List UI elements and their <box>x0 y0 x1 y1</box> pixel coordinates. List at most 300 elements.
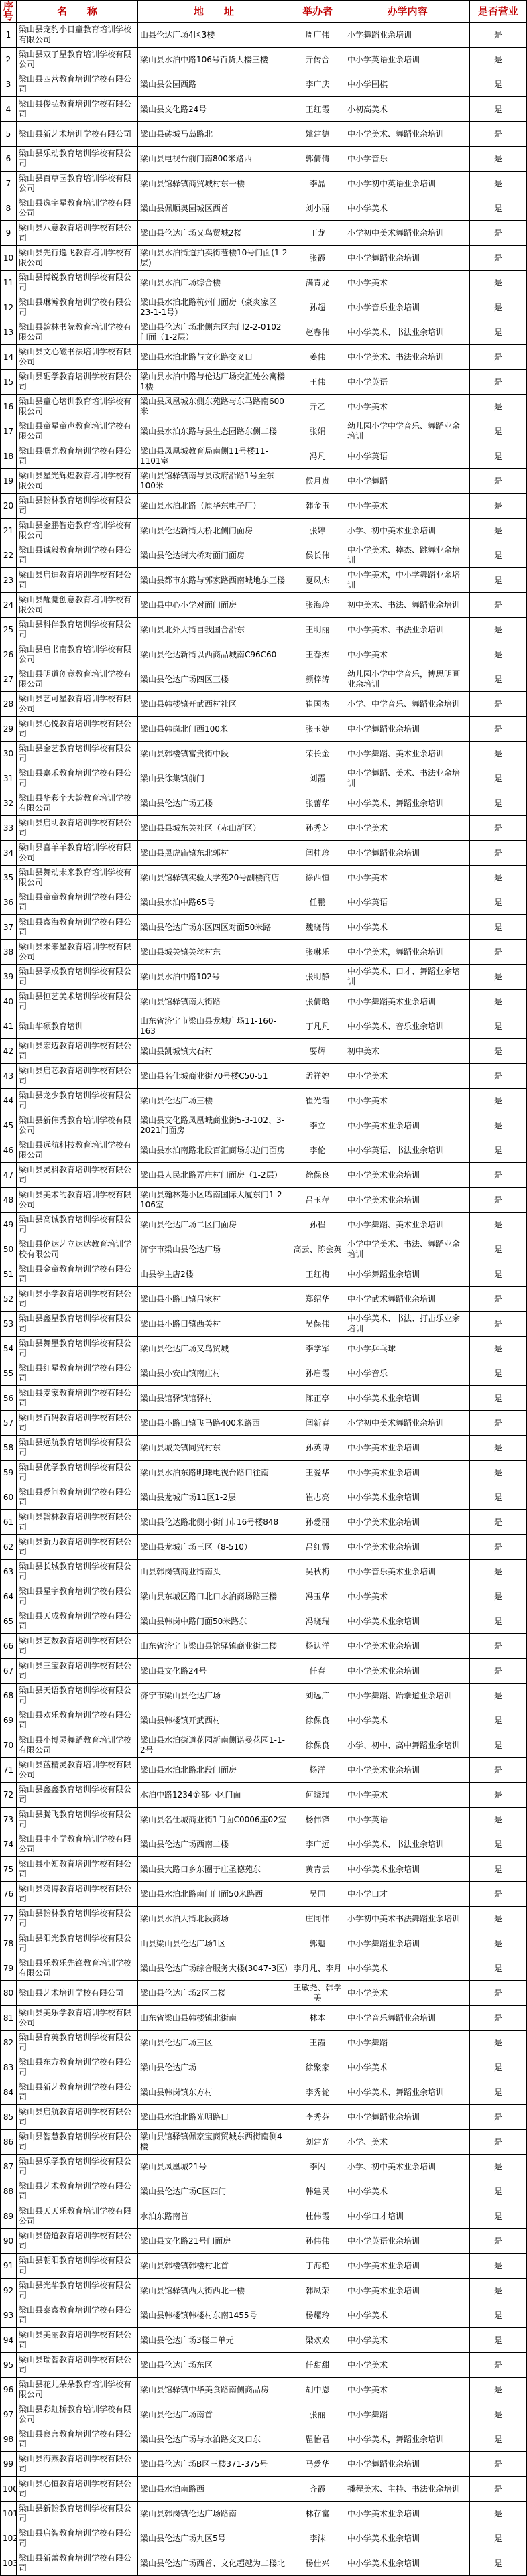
organizer-name: 杨仕兴 <box>290 2551 345 2576</box>
organizer-name: 吴保伟 <box>290 1312 345 1337</box>
course-content: 中小学舞蹈、美术、书法业余培训 <box>345 766 470 791</box>
table-row <box>1 1956 527 1981</box>
course-content: 中小学舞蹈、美术业余培训 <box>345 742 470 766</box>
operating-status: 是 <box>470 1609 527 1634</box>
course-content: 中小学美术业余培训 <box>345 1461 470 1485</box>
school-name: 梁山县科伴教育培训学校有限公司 <box>17 618 138 642</box>
course-content: 中小学美术 <box>345 271 470 295</box>
school-address: 梁山县伦达广场东区四区对面50米路 <box>138 915 290 940</box>
operating-status: 是 <box>470 1461 527 1485</box>
operating-status: 是 <box>470 2526 527 2551</box>
course-content: 中小学美术业余培训 <box>345 1188 470 1213</box>
row-number: 63 <box>1 1560 17 1584</box>
row-number: 42 <box>1 1039 17 1064</box>
school-name: 梁山县八意教育培训学校有限公司 <box>17 221 138 246</box>
course-content: 中小学美术 <box>345 915 470 940</box>
organizer-name: 王红梅 <box>290 1262 345 1287</box>
organizer-name: 崔国杰 <box>290 692 345 717</box>
row-number: 95 <box>1 2353 17 2378</box>
operating-status: 是 <box>470 295 527 320</box>
row-number: 32 <box>1 791 17 816</box>
table-row <box>1 295 527 320</box>
organizer-name: 李学军 <box>290 1337 345 1361</box>
row-number: 16 <box>1 395 17 419</box>
row-number: 88 <box>1 2179 17 2204</box>
school-name: 梁山县美术的教育培训学校有限公司 <box>17 1188 138 1213</box>
organizer-name: 任鹏 <box>290 890 345 915</box>
table-row <box>1 2179 527 2204</box>
table-row <box>1 1857 527 1882</box>
school-address: 梁山县龙城广场三区（8-510） <box>138 1535 290 1560</box>
school-name: 梁山县金鹏智造教育培训学校有限公司 <box>17 519 138 543</box>
organizer-name: 杨洋 <box>290 1758 345 1783</box>
operating-status: 是 <box>470 2303 527 2328</box>
course-content: 中小学美术业余培训 <box>345 2551 470 2576</box>
table-row <box>1 742 527 766</box>
organizer-name: 李秀芬 <box>290 2105 345 2130</box>
operating-status: 是 <box>470 890 527 915</box>
school-address: 梁山县馆驿镇西大街西北一楼 <box>138 2279 290 2303</box>
school-name: 梁山县阳光教育培训学校有限公司 <box>17 1931 138 1956</box>
row-number: 74 <box>1 1832 17 1857</box>
table-row <box>1 2279 527 2303</box>
row-number: 27 <box>1 667 17 692</box>
course-content: 中小学美术 <box>345 1089 470 1113</box>
school-name: 梁山县星宇教育培训学校有限公司 <box>17 1584 138 1609</box>
school-name: 梁山县鸿博教育培训学校有限公司 <box>17 1882 138 1907</box>
school-name: 梁山县艺术培训学校有限公司 <box>17 1981 138 2006</box>
course-content: 中小学美术 <box>345 2353 470 2378</box>
course-content: 中小学美术 <box>345 1783 470 1808</box>
table-row <box>1 2477 527 2502</box>
table-row <box>1 940 527 965</box>
row-number: 68 <box>1 1684 17 1708</box>
organizer-name: 刘小丽 <box>290 196 345 221</box>
table-row <box>1 1783 527 1808</box>
organizer-name: 高云、陈会英 <box>290 1237 345 1262</box>
operating-status: 是 <box>470 72 527 97</box>
table-row <box>1 1361 527 1386</box>
table-row <box>1 1014 527 1039</box>
row-number: 66 <box>1 1634 17 1659</box>
row-number: 7 <box>1 172 17 196</box>
table-row <box>1 1733 527 1758</box>
course-content: 中小学美术、舞蹈业余培训 <box>345 122 470 147</box>
operating-status: 是 <box>470 1981 527 2006</box>
organizer-name: 瞿怡君 <box>290 2427 345 2452</box>
school-name: 梁山县天天乐教育培训学校有限公司 <box>17 2204 138 2229</box>
operating-status: 是 <box>470 866 527 890</box>
table-row <box>1 2031 527 2055</box>
organizer-name: 吕玉萍 <box>290 1188 345 1213</box>
table-row <box>1 1237 527 1262</box>
row-number: 13 <box>1 320 17 345</box>
organizer-name: 王敏尧、韩学美 <box>290 1981 345 2006</box>
row-number: 86 <box>1 2130 17 2155</box>
school-address: 山县韩岗镇商业街南头 <box>138 1560 290 1584</box>
course-content: 小学、初中美术业余培训 <box>345 519 470 543</box>
table-row <box>1 23 527 48</box>
operating-status: 是 <box>470 2254 527 2279</box>
school-name: 梁山县新蕾教育培训学校有限公司 <box>17 2551 138 2576</box>
course-content: 中小学舞蹈业余培训 <box>345 2452 470 2477</box>
school-address: 梁山县伦达广场三楼 <box>138 1089 290 1113</box>
operating-status: 是 <box>470 2155 527 2179</box>
school-name: 梁山县金童教育培训学校有限公司 <box>17 1262 138 1287</box>
organizer-name: 徐保良 <box>290 1163 345 1188</box>
table-row <box>1 1064 527 1089</box>
organizer-name: 郭倩倩 <box>290 147 345 172</box>
school-name: 梁山县艺可星教育培训学校有限公司 <box>17 692 138 717</box>
school-name: 梁山县长城教育培训学校有限公司 <box>17 1560 138 1584</box>
school-name: 梁山县光华教育培训学校有限公司 <box>17 2279 138 2303</box>
operating-status: 是 <box>470 1684 527 1708</box>
course-content: 中小学美术、音乐业余培训 <box>345 1014 470 1039</box>
school-name: 梁山县天语教育培训学校有限公司 <box>17 1684 138 1708</box>
table-row <box>1 2229 527 2254</box>
organizer-name: 任甜甜 <box>290 2353 345 2378</box>
table-row <box>1 196 527 221</box>
table-row <box>1 1808 527 1832</box>
school-name: 梁山县宏迈教育培训学校有限公司 <box>17 1039 138 1064</box>
table-row <box>1 2303 527 2328</box>
course-content: 中小学美术业余培训 <box>345 2279 470 2303</box>
organizer-name: 吴秋梅 <box>290 1560 345 1584</box>
organizer-name: 李广庆 <box>290 72 345 97</box>
school-address: 梁山县韩岗中路门面50米路东 <box>138 1609 290 1634</box>
organizer-name: 李闪 <box>290 2155 345 2179</box>
row-number: 50 <box>1 1237 17 1262</box>
school-name: 梁山县艺术教育培训学校有限公司 <box>17 2179 138 2204</box>
school-address: 梁山县伦达广场二区门面房 <box>138 1213 290 1237</box>
row-number: 94 <box>1 2328 17 2353</box>
course-content: 中小学美术、舞蹈业余培训 <box>345 2080 470 2105</box>
operating-status: 是 <box>470 2452 527 2477</box>
operating-status: 是 <box>470 940 527 965</box>
row-number: 8 <box>1 196 17 221</box>
row-number: 58 <box>1 1436 17 1461</box>
school-address: 梁山县小路口镇西关村 <box>138 1312 290 1337</box>
course-content: 中小学美术、书法业余培训 <box>345 320 470 345</box>
course-content: 播程美术、主持、书法业余培训 <box>345 2477 470 2502</box>
table-row <box>1 1907 527 1931</box>
school-name: 梁山县启书南教育培训学校有限公司 <box>17 642 138 667</box>
school-address: 梁山县人民北路弄庄村门面房（1-2层） <box>138 1163 290 1188</box>
row-number: 10 <box>1 246 17 271</box>
operating-status: 是 <box>470 1138 527 1163</box>
course-content: 中小学武术舞蹈业余培训 <box>345 1287 470 1312</box>
operating-status: 是 <box>470 1956 527 1981</box>
organizer-name: 徐保良 <box>290 1708 345 1733</box>
school-name: 梁山华硕教育培训 <box>17 1014 138 1039</box>
row-number: 101 <box>1 2502 17 2526</box>
operating-status: 是 <box>470 816 527 841</box>
school-name: 梁山县心恒教育培训学校有限公司 <box>17 2477 138 2502</box>
course-content: 中小学美术 <box>345 2055 470 2080</box>
school-address: 梁山县小路口镇飞马路400米路西 <box>138 1411 290 1436</box>
organizer-name: 丁凡凡 <box>290 1014 345 1039</box>
school-address: 梁山县城关镇关丝村东 <box>138 940 290 965</box>
course-content: 中小学舞蹈业余培训 <box>345 246 470 271</box>
organizer-name: 刘霞 <box>290 766 345 791</box>
table-row <box>1 1163 527 1188</box>
organizer-name: 孙秀芝 <box>290 816 345 841</box>
organizer-name: 郑绍华 <box>290 1287 345 1312</box>
course-content: 小学中学美术、书法、舞蹈业余培训 <box>345 1237 470 1262</box>
organizer-name: 张蕾华 <box>290 791 345 816</box>
course-content: 中小学音乐 <box>345 1361 470 1386</box>
operating-status: 是 <box>470 2130 527 2155</box>
organizer-name: 姜伟 <box>290 345 345 370</box>
table-row <box>1 692 527 717</box>
operating-status: 是 <box>470 1411 527 1436</box>
school-address: 梁山县馆驿镇商贸城村东一楼 <box>138 172 290 196</box>
table-row <box>1 791 527 816</box>
school-address: 梁山县伦达广场B区三楼371-375号 <box>138 2452 290 2477</box>
row-number: 78 <box>1 1931 17 1956</box>
course-content: 中小学舞蹈 <box>345 2402 470 2427</box>
organizer-name: 侯长伟 <box>290 543 345 568</box>
operating-status: 是 <box>470 2427 527 2452</box>
organizer-name: 满青龙 <box>290 271 345 295</box>
row-number: 67 <box>1 1659 17 1684</box>
table-row <box>1 2502 527 2526</box>
row-number: 35 <box>1 866 17 890</box>
table-row <box>1 419 527 444</box>
school-name: 梁山县华彩个大翰教育培训学校有限公司 <box>17 791 138 816</box>
table-row <box>1 2006 527 2031</box>
organizer-name: 黄青云 <box>290 1857 345 1882</box>
school-name: 梁山县艺数教育培训学校有限公司 <box>17 1634 138 1659</box>
course-content: 中小学音乐舞蹈业余培训 <box>345 2006 470 2031</box>
school-address: 梁山县水泊街道花园新南侧诺曼花园1-1-2号 <box>138 1733 290 1758</box>
course-content: 中小学舞蹈业余培训 <box>345 841 470 866</box>
school-address: 梁山县城关镇同贸村东 <box>138 1436 290 1461</box>
organizer-name: 张玉婕 <box>290 717 345 742</box>
table-row <box>1 618 527 642</box>
course-content: 中小学英语业余培训 <box>345 48 470 72</box>
operating-status: 是 <box>470 345 527 370</box>
organizer-name: 崔志亮 <box>290 1485 345 1510</box>
table-row <box>1 48 527 72</box>
school-address: 梁山县水泊南路北段百汇商场东边门面房 <box>138 1138 290 1163</box>
table-row <box>1 1262 527 1287</box>
organizer-name: 孙启霞 <box>290 1361 345 1386</box>
header-address: 地 址 <box>138 1 290 23</box>
course-content: 中小学舞蹈业余培训 <box>345 1262 470 1287</box>
table-row <box>1 1560 527 1584</box>
row-number: 19 <box>1 469 17 494</box>
school-address: 梁山县水泊北路光明路口 <box>138 2105 290 2130</box>
organizer-name: 庄同伟 <box>290 1907 345 1931</box>
row-number: 61 <box>1 1510 17 1535</box>
table-row <box>1 543 527 568</box>
row-number: 3 <box>1 72 17 97</box>
operating-status: 是 <box>470 1337 527 1361</box>
organizer-name: 亓乙 <box>290 395 345 419</box>
school-address: 梁山县伦达广场与水泊路交叉口东 <box>138 2427 290 2452</box>
school-name: 梁山县新力教育培训学校有限公司 <box>17 1535 138 1560</box>
course-content: 中小学美术业余培训 <box>345 1758 470 1783</box>
organizer-name: 冯玉华 <box>290 1584 345 1609</box>
table-row <box>1 271 527 295</box>
school-name: 梁山县麦家教育培训学校有限公司 <box>17 1386 138 1411</box>
organizer-name: 马爱华 <box>290 2452 345 2477</box>
table-row <box>1 97 527 122</box>
school-address: 梁山县伦达广场又鸟贸城 <box>138 1337 290 1361</box>
course-content: 中小学美术、摔杰、跳舞业余培训 <box>345 543 470 568</box>
school-name: 梁山县远航教育培训学校有限公司 <box>17 1436 138 1461</box>
table-row <box>1 1882 527 1907</box>
row-number: 53 <box>1 1312 17 1337</box>
operating-status: 是 <box>470 593 527 618</box>
operating-status: 是 <box>470 2179 527 2204</box>
operating-status: 是 <box>470 494 527 519</box>
course-content: 小学、中学音乐、舞蹈业余培训 <box>345 692 470 717</box>
school-address: 梁山县北外大街自我国合沿东 <box>138 618 290 642</box>
school-name: 梁山县智慧教育培训学校有限公司 <box>17 2130 138 2155</box>
school-address: 梁山县中心小学对面门面房 <box>138 593 290 618</box>
row-number: 5 <box>1 122 17 147</box>
operating-status: 是 <box>470 1634 527 1659</box>
table-row <box>1 2155 527 2179</box>
organizer-name: 任春 <box>290 1659 345 1684</box>
school-name: 梁山县先行逸飞教育培训学校有限公司 <box>17 246 138 271</box>
operating-status: 是 <box>470 320 527 345</box>
school-name: 梁山县鑫鑫教育培训学校有限公司 <box>17 1783 138 1808</box>
school-address: 梁山县韩楼镇韩楼村东南1455号 <box>138 2303 290 2328</box>
row-number: 22 <box>1 543 17 568</box>
school-name: 梁山县俊弘教育培训学校有限公司 <box>17 97 138 122</box>
operating-status: 是 <box>470 97 527 122</box>
row-number: 92 <box>1 2279 17 2303</box>
course-content: 中小学美术 <box>345 1956 470 1981</box>
school-address: 梁山县伦达广场C区四门 <box>138 2179 290 2204</box>
table-row <box>1 345 527 370</box>
course-content: 中小学美术、书法业余培训 <box>345 1832 470 1857</box>
operating-status: 是 <box>470 2055 527 2080</box>
table-row <box>1 444 527 469</box>
school-address: 梁山县伦达广场南首 <box>138 2402 290 2427</box>
school-name: 梁山县曙光教育培训学校有限公司 <box>17 444 138 469</box>
organizer-name: 张丽 <box>290 2402 345 2427</box>
table-row <box>1 1113 527 1138</box>
table-row <box>1 1609 527 1634</box>
row-number: 28 <box>1 692 17 717</box>
row-number: 31 <box>1 766 17 791</box>
table-row <box>1 395 527 419</box>
organizer-name: 颜梓涛 <box>290 667 345 692</box>
school-name: 梁山县翰林教育培训学校有限公司 <box>17 494 138 519</box>
school-address: 梁山县县城东关社区（赤山新区） <box>138 816 290 841</box>
course-content: 中小学舞蹈 <box>345 469 470 494</box>
organizer-name: 刘远广 <box>290 1684 345 1708</box>
course-content: 中小学美术 <box>345 494 470 519</box>
operating-status: 是 <box>470 1163 527 1188</box>
school-address: 梁山县伦达广场三区 <box>138 2031 290 2055</box>
school-address: 水泊中路1234金都小区门面 <box>138 1783 290 1808</box>
operating-status: 是 <box>470 2378 527 2402</box>
organizer-name: 王伟 <box>290 370 345 395</box>
school-address: 梁山县电视台前门南800米路西 <box>138 147 290 172</box>
operating-status: 是 <box>470 1535 527 1560</box>
organizer-name: 张海玲 <box>290 593 345 618</box>
operating-status: 是 <box>470 1808 527 1832</box>
school-name: 梁山县龙少教育培训学校有限公司 <box>17 1089 138 1113</box>
organizer-name: 周广伟 <box>290 23 345 48</box>
school-name: 梁山县明道创意教育培训学校有限公司 <box>17 667 138 692</box>
row-number: 64 <box>1 1584 17 1609</box>
school-address: 梁山县文化路24号 <box>138 97 290 122</box>
school-name: 梁山县翰林书院教育培训学校有限公司 <box>17 320 138 345</box>
school-name: 梁山县恒艺美术培训学校有限公司 <box>17 990 138 1014</box>
school-address: 梁山县翰林苑小区鸣南国际大厦东门1-2-106室 <box>138 1188 290 1213</box>
school-address: 梁山县小路口镇吕家村 <box>138 1287 290 1312</box>
course-content: 中小学围棋 <box>345 72 470 97</box>
operating-status: 是 <box>470 1659 527 1684</box>
school-name: 梁山县翰林教育培训学校有限公司 <box>17 1510 138 1535</box>
course-content: 中小学音乐业余培训 <box>345 295 470 320</box>
course-content: 中小学口才 <box>345 1882 470 1907</box>
operating-status: 是 <box>470 2502 527 2526</box>
header-no: 序号 <box>1 1 17 23</box>
row-number: 77 <box>1 1907 17 1931</box>
school-name: 梁山县泰鑫教育培训学校有限公司 <box>17 2303 138 2328</box>
row-number: 17 <box>1 419 17 444</box>
school-address: 梁山县水泊中路102号 <box>138 965 290 990</box>
operating-status: 是 <box>470 48 527 72</box>
table-row <box>1 1386 527 1411</box>
course-content: 中小学美术业余培训 <box>345 2526 470 2551</box>
school-name: 梁山县金艺教育培训学校有限公司 <box>17 742 138 766</box>
operating-status: 是 <box>470 271 527 295</box>
organizer-name: 李秀轮 <box>290 2080 345 2105</box>
table-row <box>1 1584 527 1609</box>
school-address: 梁山县馆驿镇佩家宝商贸城东西街南侧4楼 <box>138 2130 290 2155</box>
table-row <box>1 890 527 915</box>
school-address: 梁山县凯城镇大石村 <box>138 1039 290 1064</box>
school-address: 梁山县韩楼镇开武西村社区 <box>138 692 290 717</box>
organizer-name: 王霞 <box>290 2031 345 2055</box>
course-content: 中小学英语 <box>345 444 470 469</box>
row-number: 51 <box>1 1262 17 1287</box>
school-name: 梁山县腾飞教育培训学校有限公司 <box>17 1808 138 1832</box>
table-row <box>1 1138 527 1163</box>
school-name: 梁山县瑞智教育培训学校有限公司 <box>17 2353 138 2378</box>
organizer-name: 李广远 <box>290 1832 345 1857</box>
school-address: 梁山县都市东路与郭家路西南城地东三楼 <box>138 568 290 593</box>
row-number: 4 <box>1 97 17 122</box>
organizer-name: 梁欢欢 <box>290 2328 345 2353</box>
school-name: 梁山县逸宇星教育培训学校有限公司 <box>17 196 138 221</box>
organizer-name: 何晓瑞 <box>290 1783 345 1808</box>
school-address: 梁山县馆驿镇南大街路 <box>138 990 290 1014</box>
course-content: 中小学舞蹈业余培训 <box>345 1931 470 1956</box>
organizer-name: 李丹凡、李月 <box>290 1956 345 1981</box>
operating-status: 是 <box>470 2279 527 2303</box>
table-row <box>1 122 527 147</box>
school-name: 梁山县三宝教育培训学校有限公司 <box>17 1659 138 1684</box>
organizer-name: 姚建德 <box>290 122 345 147</box>
table-row <box>1 2204 527 2229</box>
school-address: 梁山县伦达广场 <box>138 2055 290 2080</box>
school-address: 梁山县水泊北路南门门面50米路西 <box>138 1882 290 1907</box>
header-operating: 是否营业 <box>470 1 527 23</box>
school-name: 梁山县启智教育培训学校有限公司 <box>17 2526 138 2551</box>
school-name: 梁山县灵科教育培训学校有限公司 <box>17 1163 138 1188</box>
school-address: 梁山县伦达广场北侧东区东门2-2-0102门面（1-2层） <box>138 320 290 345</box>
row-number: 2 <box>1 48 17 72</box>
